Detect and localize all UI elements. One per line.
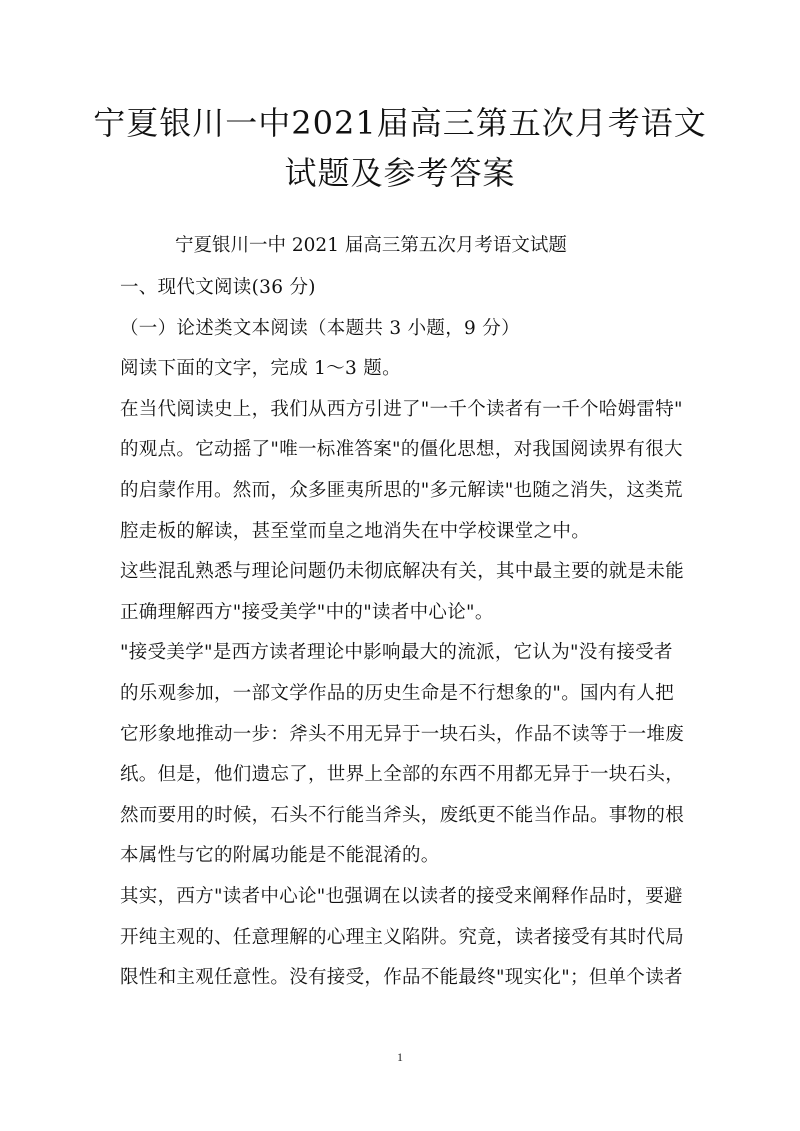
body-text-line: 腔走板的解读，甚至堂而皇之地消失在中学校课堂之中。 (120, 520, 591, 542)
title-line-1: 宁夏银川一中2021届高三第五次月考语文 (93, 104, 707, 142)
body-text-line: 正确理解西方"接受美学"中的"读者中心论"。 (120, 601, 494, 623)
subsection-heading: （一）论述类文本阅读（本题共 3 小题，9 分） (120, 317, 520, 339)
instruction-text: 阅读下面的文字，完成 1～3 题。 (120, 358, 401, 380)
title-line-2: 试题及参考答案 (284, 154, 516, 192)
document-body (120, 272, 700, 1003)
body-text-line: 的启蒙作用。然而，众多匪夷所思的"多元解读"也随之消失，这类荒 (120, 479, 683, 501)
body-text-line: 本属性与它的附属功能是不能混淆的。 (120, 845, 440, 867)
body-text-line: 纸。但是，他们遗忘了，世界上全部的东西不用都无异于一块石头， (120, 764, 685, 786)
document-subtitle: 宁夏银川一中 2021 届高三第五次月考语文试题 (175, 235, 567, 256)
body-text-line: 在当代阅读史上，我们从西方引进了"一千个读者有一千个哈姆雷特" (120, 398, 683, 420)
body-text-line: 的乐观参加，一部文学作品的历史生命是不行想象的"。国内有人把 (120, 682, 675, 704)
document-title (80, 98, 720, 198)
body-text-line: 然而要用的时候，石头不行能当斧头，废纸更不能当作品。事物的根 (120, 804, 685, 826)
body-text-line: 开纯主观的、任意理解的心理主义陷阱。究竟，读者接受有其时代局 (120, 926, 685, 948)
body-text-line: 的观点。它动摇了"唯一标准答案"的僵化思想，对我国阅读界有很大 (120, 439, 683, 461)
body-text-line: 它形象地推动一步：斧头不用无异于一块石头，作品不读等于一堆废 (120, 723, 685, 745)
page-number: 1 (397, 1050, 403, 1064)
section-heading: 一、现代文阅读(36 分) (120, 277, 316, 298)
body-text-line: 这些混乱熟悉与理论问题仍未彻底解决有关，其中最主要的就是未能 (120, 561, 685, 583)
body-text-line: 其实，西方"读者中心论"也强调在以读者的接受来阐释作品时，要避 (120, 885, 683, 907)
body-text-line: 限性和主观任意性。没有接受，作品不能最终"现实化"；但单个读者 (120, 967, 683, 989)
body-text-line: "接受美学"是西方读者理论中影响最大的流派，它认为"没有接受者 (120, 642, 673, 664)
